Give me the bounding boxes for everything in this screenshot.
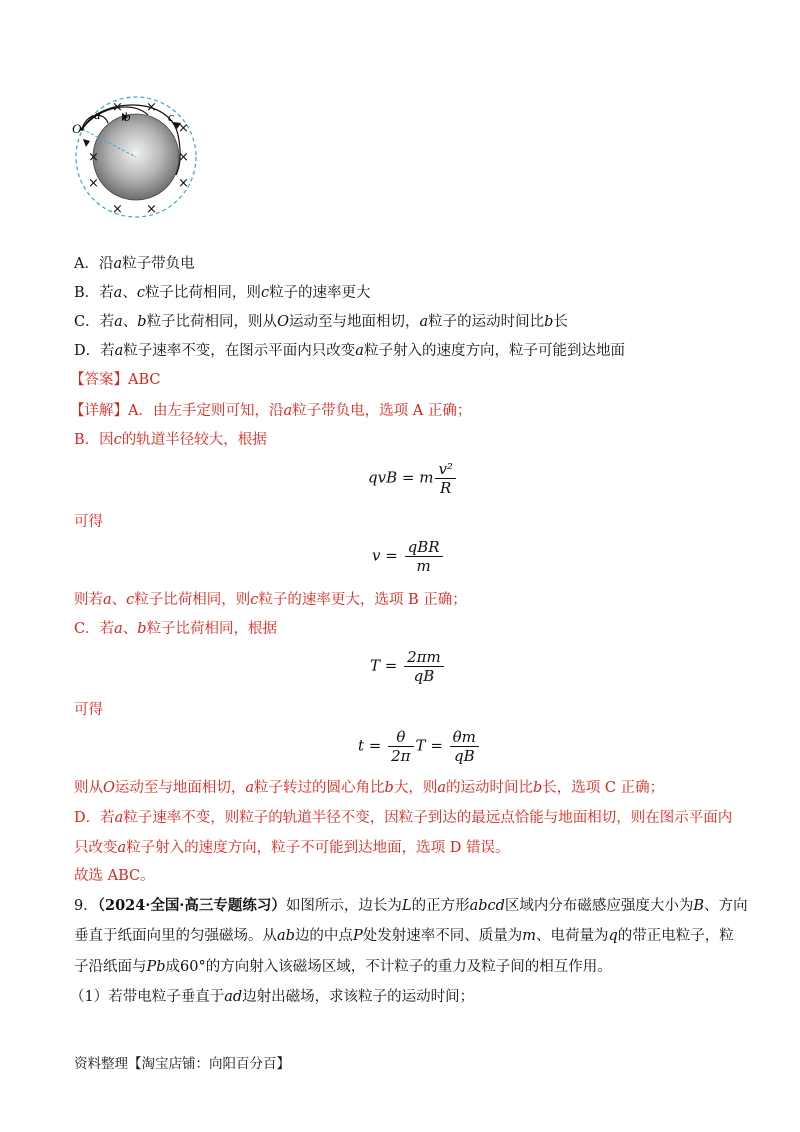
- text: 、: [122, 314, 138, 330]
- var: a: [113, 256, 123, 272]
- denominator: qB: [413, 667, 435, 685]
- var: Pb: [146, 959, 166, 975]
- angle-value: 60°: [180, 959, 206, 975]
- label-b: b: [124, 109, 131, 124]
- q9-line-2: [74, 926, 734, 946]
- text: 粒子比荷相同，根据: [146, 621, 278, 637]
- var: O: [103, 780, 115, 796]
- var: c: [126, 592, 135, 608]
- denominator: qB: [453, 747, 475, 765]
- var: c: [260, 285, 270, 301]
- text: 粒子比荷相同，则从: [146, 314, 278, 330]
- text: 、: [111, 592, 127, 608]
- var: ad: [224, 989, 243, 1005]
- text: 粒子的速率更大，选项 B 正确；: [258, 592, 467, 608]
- denominator: m: [416, 557, 431, 575]
- text: 粒子比荷相同，则: [134, 592, 251, 608]
- field-cross: ×: [112, 202, 123, 217]
- var: c: [136, 285, 145, 301]
- text: 粒子带负电，选项 A 正确；: [292, 403, 472, 419]
- var: O: [277, 314, 289, 330]
- text: 粒子的速率更大: [269, 285, 371, 301]
- label-a: a: [94, 107, 101, 122]
- text: 、电荷量为: [535, 928, 609, 944]
- answer-value: ABC: [128, 372, 161, 388]
- text: 的正方形: [411, 898, 470, 914]
- eq-lhs: qvB = m: [368, 468, 434, 487]
- text: 边的中点: [294, 928, 353, 944]
- field-cross: ×: [146, 100, 157, 115]
- text: 粒子比荷相同，则: [144, 285, 261, 301]
- text: （1）若带电粒子垂直于: [70, 989, 225, 1005]
- text: 垂直于纸面向里的匀强磁场。从: [74, 928, 277, 944]
- denominator: R: [440, 479, 452, 497]
- text: 则若: [74, 592, 103, 608]
- arrow-a-icon: [83, 139, 90, 147]
- text: 粒子转过的圆心角比: [254, 780, 385, 796]
- text: C．若: [74, 621, 115, 637]
- question-source: （2024·全国·高三专题练习）: [97, 897, 286, 914]
- field-cross: ×: [112, 100, 123, 115]
- equation-lorentz: [368, 460, 458, 497]
- q9-sub-1: [70, 987, 474, 1007]
- field-cross: ×: [178, 121, 189, 136]
- field-cross: ×: [88, 176, 99, 191]
- text: C．若: [74, 314, 115, 330]
- var: B: [693, 898, 705, 914]
- text: 、: [122, 621, 138, 637]
- var: a: [103, 592, 112, 608]
- detail-label: 【详解】: [70, 403, 128, 419]
- option-c: [74, 312, 568, 332]
- var: a: [355, 343, 364, 359]
- numerator: θm: [450, 728, 479, 747]
- text: 长，选项 C 正确；: [542, 780, 665, 796]
- text: 的带正电粒子，粒: [617, 928, 734, 944]
- var: b: [544, 314, 554, 330]
- eq-lhs: T =: [370, 656, 403, 675]
- magnetic-field-figure: [70, 95, 210, 225]
- text: 、: [122, 285, 137, 301]
- var: a: [114, 343, 124, 359]
- numerator: v²: [435, 460, 456, 479]
- text: 的方向射入该磁场区域，不计粒子的重力及粒子间的相互作用。: [205, 959, 612, 975]
- text: B．因: [74, 432, 114, 448]
- fraction: [405, 538, 443, 575]
- var: a: [117, 840, 127, 856]
- eq-lhs: t =: [358, 736, 387, 755]
- text: 的运动时间比: [446, 780, 533, 796]
- q9-line-3: [74, 957, 612, 977]
- text: 则从: [74, 780, 103, 796]
- var: a: [437, 780, 446, 796]
- text: 只改变: [74, 840, 118, 856]
- text: B．若: [74, 285, 114, 301]
- text: 区域内分布磁感应强度大小为: [504, 898, 694, 914]
- numerator: 2πm: [404, 648, 444, 667]
- kede-1: 可得: [74, 514, 103, 530]
- detail-c-intro: [74, 619, 277, 639]
- text: A．沿: [74, 256, 114, 272]
- text: 粒子射入的速度方向，粒子不可能到达地面，选项 D 错误。: [126, 840, 510, 856]
- var: q: [608, 928, 618, 944]
- detail-d-line-2: [74, 838, 510, 858]
- var: a: [114, 314, 123, 330]
- q9-line-1: [74, 896, 748, 916]
- equation-time: [358, 728, 481, 765]
- text: 粒子带负电: [122, 256, 195, 272]
- text: 运动至与地面相切，: [288, 314, 420, 330]
- numerator: qBR: [405, 538, 443, 557]
- var: a: [419, 314, 429, 330]
- var: a: [114, 621, 123, 637]
- label-c: c: [168, 109, 174, 124]
- detail-conclusion: 故选 ABC。: [74, 868, 155, 884]
- fraction: [388, 728, 413, 765]
- var: b: [137, 314, 147, 330]
- detail-b-intro: [74, 430, 267, 450]
- fraction: [404, 648, 444, 685]
- var: m: [522, 928, 536, 944]
- field-cross: ×: [146, 202, 157, 217]
- text: 粒子速率不变，则粒子的轨道半径不变，因粒子到达的最远点恰能与地面相切，则在图示平面内: [123, 810, 733, 826]
- eq-mid: T =: [415, 736, 448, 755]
- equation-period: [370, 648, 446, 685]
- text: 运动至与地面相切，: [114, 780, 246, 796]
- text: 边射出磁场，求该粒子的运动时间；: [242, 989, 475, 1005]
- text: 粒子速率不变，在图示平面内只改变: [123, 343, 356, 359]
- text: 的轨道半径较大，根据: [121, 432, 267, 448]
- var: a: [113, 285, 123, 301]
- detail-d-line-1: [74, 808, 732, 828]
- question-number: 9．: [74, 898, 98, 914]
- detail-c-conclusion: [74, 778, 664, 798]
- fraction: [435, 460, 456, 497]
- option-b: [74, 283, 371, 303]
- field-cross: ×: [88, 150, 99, 165]
- text: 、方向: [704, 898, 748, 914]
- option-a: [74, 254, 195, 274]
- var: b: [533, 780, 543, 796]
- label-O: O: [72, 121, 82, 136]
- text: 处发射速率不同、质量为: [362, 928, 523, 944]
- text: 成: [165, 959, 181, 975]
- denominator: 2π: [391, 747, 411, 765]
- detail-b-conclusion: [74, 590, 467, 610]
- text: 长: [553, 314, 568, 330]
- kede-2: 可得: [74, 702, 103, 718]
- text: A．由左手定则可知，沿: [128, 403, 284, 419]
- text: 子沿纸面与: [74, 959, 147, 975]
- var: ab: [277, 928, 295, 944]
- var: c: [250, 592, 259, 608]
- option-d: [74, 341, 625, 361]
- text: 粒子的运动时间比: [428, 314, 545, 330]
- text: 大，则: [393, 780, 438, 796]
- equation-velocity: [372, 538, 445, 575]
- numerator: θ: [388, 728, 413, 747]
- var: abcd: [469, 898, 505, 914]
- field-cross: ×: [178, 176, 189, 191]
- var: c: [113, 432, 122, 448]
- var: a: [283, 403, 293, 419]
- page-footer: 资料整理【淘宝店铺：向阳百分百】: [74, 1056, 290, 1072]
- fraction: [450, 728, 479, 765]
- text: D．若: [74, 810, 115, 826]
- var: P: [352, 928, 363, 944]
- detail-a-line: [70, 401, 471, 421]
- answer-label: 【答案】: [70, 372, 128, 388]
- answer-line: [70, 370, 161, 390]
- var: a: [245, 780, 255, 796]
- field-cross: ×: [178, 150, 189, 165]
- text: 如图所示，边长为: [285, 898, 402, 914]
- eq-lhs: v =: [372, 546, 403, 565]
- var: b: [137, 621, 147, 637]
- text: 粒子射入的速度方向，粒子可能到达地面: [363, 343, 625, 359]
- text: D．若: [74, 343, 115, 359]
- var: b: [384, 780, 394, 796]
- var: a: [114, 810, 124, 826]
- var: L: [401, 898, 412, 914]
